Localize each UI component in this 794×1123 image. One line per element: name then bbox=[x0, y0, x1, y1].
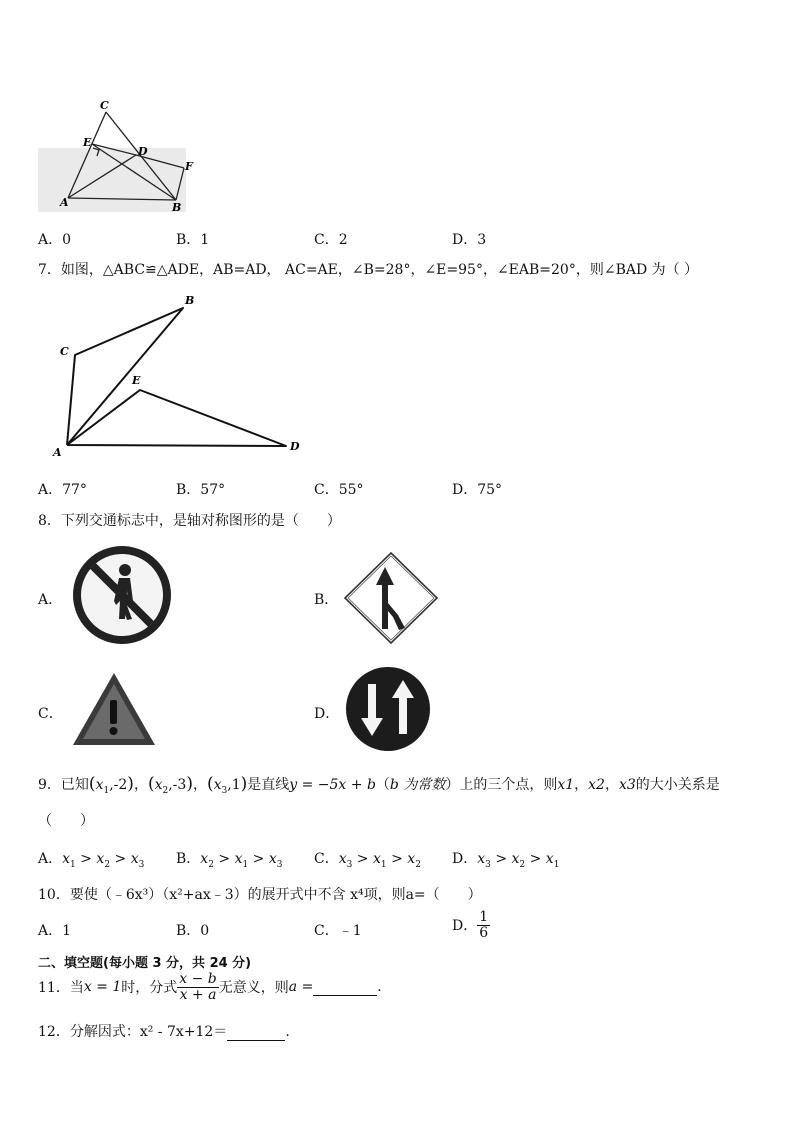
merge-lane-sign-icon[interactable] bbox=[342, 551, 440, 649]
q7-figure bbox=[50, 290, 310, 460]
q8-option-a-label[interactable]: A． bbox=[38, 592, 63, 608]
label-b: B bbox=[172, 201, 182, 212]
q9-line-equation: y = −5x + b bbox=[289, 777, 376, 793]
q10-option-b[interactable]: B．0 bbox=[176, 923, 210, 939]
q10-option-a[interactable]: A．1 bbox=[38, 923, 72, 939]
q9-point-3: ( bbox=[206, 774, 214, 794]
q12-stem: 12．分解因式：x² - 7x+12＝ . bbox=[38, 1024, 290, 1040]
q10-option-d[interactable]: D． $\frac{1}{6}$ bbox=[452, 909, 489, 941]
q10-option-d-fraction: $\frac{1}{6}$ bbox=[479, 909, 489, 941]
q6-option-b[interactable]: B．1 bbox=[176, 232, 210, 248]
q6-option-d[interactable]: D．3 bbox=[452, 232, 487, 248]
q10-option-c[interactable]: C．﹣1 bbox=[314, 923, 362, 939]
q9-point-1: ( bbox=[88, 774, 96, 794]
q9-point-2: ( bbox=[147, 774, 155, 794]
q11-stem: 11．当x = 1时，分式 $\frac{x - b}{x + a}$ 无意义，则a = . bbox=[38, 971, 382, 1003]
label-d: D bbox=[290, 440, 300, 453]
q8-option-b-label[interactable]: B． bbox=[314, 592, 339, 608]
label-e: E bbox=[132, 374, 141, 387]
q9-option-d[interactable]: D．$x_3 > x_2 > x_1$ bbox=[452, 851, 560, 870]
q6-option-a[interactable]: A．0 bbox=[38, 232, 72, 248]
q9-prefix: 9．已知 bbox=[38, 777, 89, 793]
label-b: B bbox=[185, 294, 195, 307]
q12-answer-blank[interactable] bbox=[227, 1024, 285, 1041]
no-pedestrian-sign-icon[interactable] bbox=[70, 543, 174, 651]
q6-figure bbox=[38, 100, 198, 212]
label-f: F bbox=[185, 160, 193, 173]
two-way-traffic-sign-icon[interactable] bbox=[345, 666, 431, 756]
label-a: A bbox=[60, 196, 69, 209]
q7-option-d[interactable]: D．75° bbox=[452, 482, 503, 498]
q9-answer-paren: （ ） bbox=[38, 813, 94, 829]
q9-option-b[interactable]: B．$x_2 > x_1 > x_3$ bbox=[176, 851, 283, 870]
label-d: D bbox=[138, 145, 148, 158]
q7-option-b[interactable]: B．57° bbox=[176, 482, 226, 498]
q9-option-c[interactable]: C．$x_3 > x_1 > x_2$ bbox=[314, 851, 421, 870]
label-a: A bbox=[53, 446, 62, 459]
q7-triangle-figure bbox=[50, 290, 310, 460]
q7-option-c[interactable]: C．55° bbox=[314, 482, 364, 498]
q8-stem: 8．下列交通标志中，是轴对称图形的是（ ） bbox=[38, 513, 341, 529]
q8-option-d-label[interactable]: D． bbox=[314, 706, 340, 722]
q6-geometry-figure bbox=[38, 100, 198, 212]
q6-option-c[interactable]: C．2 bbox=[314, 232, 348, 248]
q11-answer-blank[interactable] bbox=[313, 979, 377, 996]
q7-stem: 7．如图，△ABC≌△ADE，AB=AD， AC=AE，∠B=28°，∠E=95°，∠EAB=20°，则∠BAD 为（ ） bbox=[38, 262, 699, 278]
q8-option-c-label[interactable]: C． bbox=[38, 706, 63, 722]
q9-option-a[interactable]: A．$x_1 > x_2 > x_3$ bbox=[38, 851, 145, 870]
label-c: C bbox=[60, 345, 69, 358]
label-e: E bbox=[83, 136, 92, 149]
warning-exclamation-sign-icon[interactable] bbox=[70, 670, 158, 752]
section-2-title: 二、填空题(每小题 3 分，共 24 分) bbox=[38, 956, 252, 971]
q10-stem: 10．要使（﹣6x³）（x²+ax﹣3）的展开式中不含 x⁴项，则a=（ ） bbox=[38, 887, 482, 903]
q11-fraction: $\frac{x - b}{x + a}$ bbox=[179, 971, 217, 1003]
label-c: C bbox=[100, 100, 109, 112]
q9-stem: 9．已知$(x_1,-2)$，$(x_2,-3)$，$(x_3,1)$是直线y = −5x + b（b 为常数）上的三个点，则x1，x2，x3的大小关系是 bbox=[38, 774, 720, 796]
q7-option-a[interactable]: A．77° bbox=[38, 482, 87, 498]
